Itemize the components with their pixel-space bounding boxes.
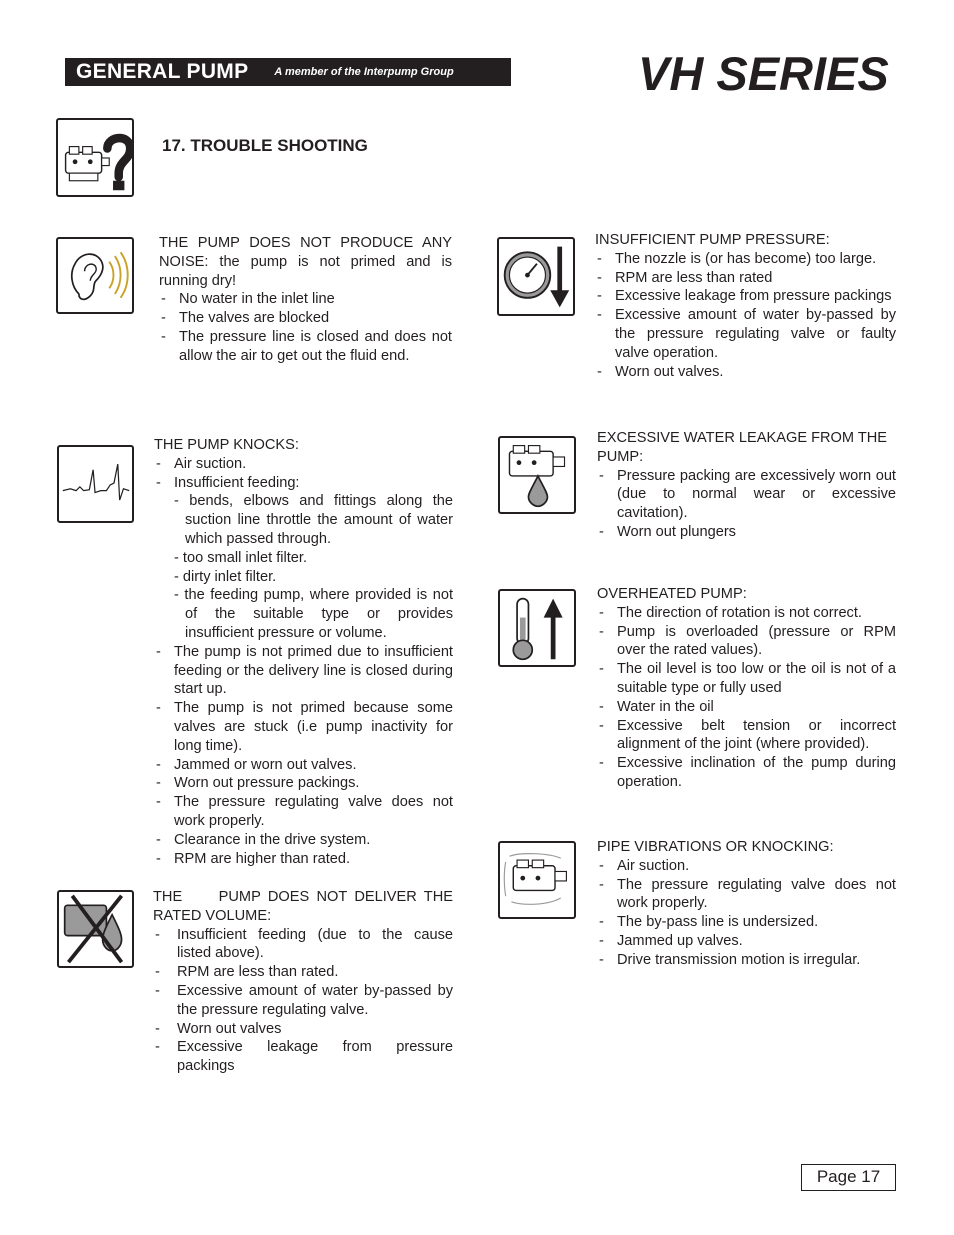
list-item: - Excessive amount of water by-passed by the pressure regulating valve. (153, 982, 453, 1020)
waveform-icon (57, 445, 134, 523)
knocks-list (154, 455, 453, 493)
list-item: - Insufficient feeding: (154, 474, 453, 493)
list-item: - The by-pass line is undersized. (597, 913, 896, 932)
vibrations-block (597, 838, 896, 970)
overheated-heading: OVERHEATED PUMP: (597, 586, 747, 602)
ear-sound-icon (56, 237, 134, 314)
brand-name: GENERAL PUMP (76, 60, 249, 83)
list-item: - Excessive leakage from pressure packings (595, 287, 896, 306)
brand-bar (65, 58, 511, 86)
page-number: Page 17 (801, 1164, 896, 1191)
pump-question-icon (56, 118, 134, 197)
overheated-list (597, 604, 896, 792)
thermometer-up-icon (498, 589, 576, 667)
list-item: - Air suction. (597, 857, 896, 876)
pump-vibration-icon (498, 841, 576, 919)
list-item: - Insufficient feeding (due to the cause listed above). (153, 926, 453, 964)
sub-item-text: - dirty inlet filter. (174, 568, 277, 585)
overheated-block (597, 585, 896, 792)
sub-item (154, 492, 453, 548)
list-item: - Air suction. (154, 455, 453, 474)
leakage-heading: EXCESSIVE WATER LEAKAGE FROM THE PUMP: (597, 430, 888, 465)
list-item: - Excessive leakage from pressure packings (153, 1038, 453, 1076)
list-item: - The direction of rotation is not correct. (597, 604, 896, 623)
list-item: - Excessive inclination of the pump during operation. (597, 754, 896, 792)
list-item: - Clearance in the drive system. (154, 831, 453, 850)
list-item: - Pressure packing are excessively worn out (due to normal wear or excessive cavitation). (597, 467, 896, 523)
pressure-gauge-down-icon (497, 237, 575, 316)
brand-tagline: A member of the Interpump Group (274, 66, 454, 78)
list-item: - Worn out valves (153, 1020, 453, 1039)
knocks-block (154, 436, 453, 868)
low-pressure-block (595, 231, 896, 381)
series-title: VH SERIES (638, 47, 889, 100)
list-item: - The pressure regulating valve does not work properly. (597, 876, 896, 914)
leakage-list (597, 467, 896, 542)
vibrations-list (597, 857, 896, 970)
list-item: - Jammed or worn out valves. (154, 756, 453, 775)
list-item: - Worn out valves. (595, 363, 896, 382)
low-pressure-heading: INSUFFICIENT PUMP PRESSURE: (595, 232, 830, 248)
list-item: - Excessive amount of water by-passed by the pressure regulating valve or faulty valve operation. (595, 306, 896, 362)
list-item: - The pump is not primed due to insufficient feeding or the delivery line is closed during start up. (154, 643, 453, 699)
list-item: - The oil level is too low or the oil is not of a suitable type or fully used (597, 660, 896, 698)
pump-drop-icon (498, 436, 576, 514)
no-volume-list (153, 926, 453, 1076)
sub-item (154, 568, 453, 587)
leakage-block (597, 429, 896, 542)
list-item: - Worn out plungers (597, 523, 896, 542)
list-item: - Excessive belt tension or incorrect alignment of the joint (where provided). (597, 717, 896, 755)
list-item: - The nozzle is (or has become) too large. (595, 250, 896, 269)
no-noise-block (159, 234, 452, 366)
sub-item (154, 586, 453, 642)
list-item: - The valves are blocked (159, 309, 452, 328)
list-item: - The pressure regulating valve does not work properly. (154, 793, 453, 831)
list-item: - RPM are less than rated (595, 269, 896, 288)
list-item: - Water in the oil (597, 698, 896, 717)
list-item: - Worn out pressure packings. (154, 774, 453, 793)
no-volume-block (153, 888, 458, 1076)
sub-item-text: - the feeding pump, where provided is not of the suitable type or provides insufficient pressure or volume. (174, 587, 453, 641)
list-item: - Pump is overloaded (pressure or RPM over the rated values). (597, 623, 896, 661)
sub-item-text: - too small inlet filter. (174, 549, 308, 566)
crossed-water-icon (57, 890, 134, 968)
knocks-sublist (154, 492, 453, 642)
sub-item (154, 549, 453, 568)
no-noise-heading: THE PUMP DOES NOT PRODUCE ANY NOISE: the pump is not primed and is running dry! (159, 235, 453, 289)
no-noise-list (159, 290, 452, 365)
list-item: - The pressure line is closed and does not allow the air to get out the fluid end. (159, 328, 452, 366)
vibrations-heading: PIPE VIBRATIONS OR KNOCKING: (597, 839, 834, 855)
low-pressure-list (595, 250, 896, 382)
knocks-heading: THE PUMP KNOCKS: (154, 437, 299, 453)
no-volume-heading: THE PUMP DOES NOT DELIVER THE RATED VOLUME: (153, 889, 458, 924)
section-heading: 17. TROUBLE SHOOTING (162, 136, 368, 155)
list-item: - Jammed up valves. (597, 932, 896, 951)
sub-item-text: - bends, elbows and fittings along the suction line throttle the amount of water which passed through. (174, 493, 453, 547)
list-item: - RPM are higher than rated. (154, 850, 453, 869)
list-item: - RPM are less than rated. (153, 963, 453, 982)
knocks-list-continued (154, 643, 453, 869)
list-item: - No water in the inlet line (159, 290, 452, 309)
list-item: - Drive transmission motion is irregular. (597, 951, 896, 970)
list-item: - The pump is not primed because some valves are stuck (i.e pump inactivity for long time). (154, 699, 453, 755)
